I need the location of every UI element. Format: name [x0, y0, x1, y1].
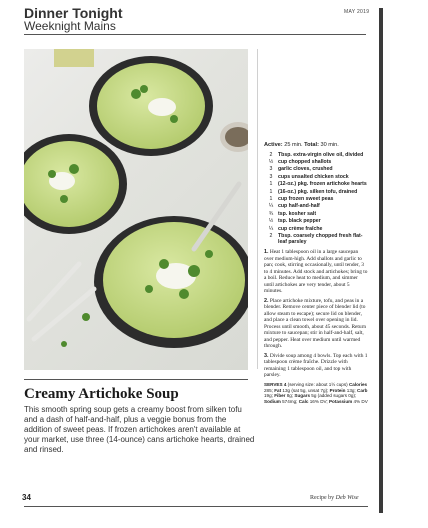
ingredient-text: cup half-and-half: [278, 203, 320, 210]
fiber-value: 8g;: [286, 393, 294, 399]
recipe-description: This smooth spring soup gets a creamy boost from silken tofu and a dash of half-and-half, plus a veggie bonus from the addition of sweet peas. If frozen artichokes aren't available at your market, use three (14-ounce) cans artichoke hearts, drained and rinsed.: [24, 405, 255, 454]
ingredient-qty: 3: [269, 173, 273, 180]
section-subtitle: Weeknight Mains: [24, 19, 116, 33]
ingredient-qty: ¾: [268, 210, 274, 217]
ingredient-text: (12-oz.) pkg. frozen artichoke hearts: [278, 181, 367, 188]
ingredient-text: Tbsp. coarsely chopped fresh flat-leaf parsley: [278, 232, 363, 246]
step-item: [264, 249, 368, 295]
active-label: Active:: [264, 142, 283, 148]
step-text: Heat 1 tablespoon oil in a large saucepan over medium-high. Add shallots and garlic to pan; cook, stirring occasionally, until tender, 3 to 4 minutes. Add stock and artichokes; bring to a boil. Reduce heat to medium, and simmer until artichokes are very tender, about 5 minutes.: [264, 249, 368, 295]
credit-name: Deb Wise: [335, 495, 359, 501]
calc-label: Calc: [298, 399, 309, 405]
recipe-title: Creamy Artichoke Soup: [24, 386, 179, 402]
step-text: Place artichoke mixture, tofu, and peas in a blender. Remove center piece of blender lid (to allow steam to escape); secure lid on blender, and place a clean towel over opening in lid. Process until smooth, about 45 seconds. Return mixture to saucepan; stir in half-and-half, salt, and pepper. Heat over medium until warmed through.: [264, 297, 367, 350]
ingredient-text: cup frozen sweet peas: [278, 195, 334, 202]
creme-top: [148, 98, 176, 116]
calories-value: 285;: [264, 387, 273, 393]
page-number: 34: [22, 493, 31, 502]
footer-divider: [24, 506, 368, 507]
ingredient-text: cup chopped shallots: [278, 158, 332, 165]
ingredient-qty: ½: [268, 158, 274, 165]
ingredient-text: Tbsp. extra-virgin olive oil, divided: [278, 151, 364, 158]
ingredient-item: [264, 159, 368, 165]
step-text: Divide soup among 4 bowls. Top each with 1 tablespoon crème fraîche. Drizzle with remaining 1 tablespoon oil, and top with parsley.: [264, 352, 368, 379]
section-title: Dinner Tonight: [24, 5, 123, 21]
ingredient-qty: 1: [269, 188, 273, 195]
carb-value: 19g;: [264, 393, 273, 399]
nutrition-info: [264, 382, 368, 405]
header-divider: [24, 34, 366, 35]
ingredient-qty: 2: [269, 232, 273, 239]
step-number: 3.: [264, 352, 269, 359]
time-info: [264, 142, 368, 149]
ingredient-item: [264, 174, 368, 180]
active-time: 25 min.: [284, 142, 303, 148]
soup-illustration: [24, 49, 248, 370]
recipe-panel: [264, 142, 368, 405]
step-list: [264, 249, 368, 379]
ingredient-item: [264, 166, 368, 172]
soup-photo: [24, 49, 248, 370]
sugars-value: 5g (added sugars 0g);: [311, 393, 357, 399]
calc-value: 16% DV;: [309, 399, 328, 405]
recipe-credit: [310, 495, 359, 501]
potassium-value: 4% DV: [353, 399, 368, 405]
ingredient-item: [264, 181, 368, 187]
page-edge-bar: [379, 8, 383, 513]
ingredient-item: [264, 189, 368, 195]
carb-label: Carb: [357, 387, 368, 393]
total-label: Total:: [304, 142, 319, 148]
ingredient-item: [264, 152, 368, 158]
issue-date: MAY 2019: [344, 9, 370, 15]
ingredient-text: cup crème fraîche: [278, 225, 323, 232]
ingredient-text: (16-oz.) pkg. silken tofu, drained: [278, 188, 358, 195]
ingredient-qty: 2: [269, 151, 273, 158]
column-divider: [257, 49, 258, 369]
protein-label: Protein: [329, 387, 346, 393]
step-number: 2.: [264, 297, 269, 304]
serves: SERVES 4: [264, 381, 287, 387]
ingredient-qty: 1: [269, 181, 273, 188]
sugars-label: Sugars: [294, 393, 310, 399]
ingredient-list: [264, 152, 368, 246]
ingredient-text: tsp. kosher salt: [278, 210, 317, 217]
ingredient-qty: ¼: [268, 225, 274, 232]
step-item: [264, 298, 368, 350]
sodium-label: Sodium: [264, 399, 281, 405]
ingredient-qty: ½: [268, 218, 274, 225]
serving-size: (serving size: about 1½ cups): [287, 381, 348, 387]
ingredient-item: [264, 226, 368, 232]
title-divider: [24, 379, 248, 380]
potassium-label: Potassium: [328, 399, 353, 405]
ingredient-item: [264, 218, 368, 224]
fat-label: Fat: [274, 387, 282, 393]
ingredient-item: [264, 211, 368, 217]
fat-value: 13g (sat 5g, unsat 7g);: [282, 387, 329, 393]
ingredient-text: garlic cloves, crushed: [278, 166, 333, 173]
ingredient-item: [264, 196, 368, 202]
protein-value: 13g;: [346, 387, 356, 393]
ingredient-item: [264, 203, 368, 209]
ingredient-qty: 3: [269, 166, 273, 173]
ingredient-qty: ¼: [268, 203, 274, 210]
ingredient-item: [264, 233, 368, 245]
ingredient-text: cups unsalted chicken stock: [278, 173, 349, 180]
step-number: 1.: [264, 249, 269, 256]
sodium-value: 574mg;: [282, 399, 298, 405]
calories-label: Calories: [348, 381, 368, 387]
credit-prefix: Recipe by: [310, 495, 335, 501]
ingredient-text: tsp. black pepper: [278, 218, 321, 225]
step-item: [264, 353, 368, 379]
fiber-label: Fiber: [274, 393, 286, 399]
total-time: 30 min.: [320, 142, 339, 148]
oil-bottle: [54, 49, 94, 67]
ingredient-qty: 1: [269, 195, 273, 202]
